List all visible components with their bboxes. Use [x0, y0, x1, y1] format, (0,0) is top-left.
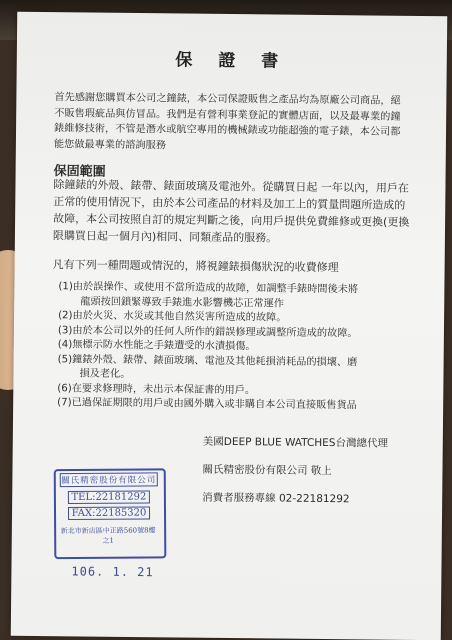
condition-line: (7)已過保証期限的用戶或由國外購入或非購自本公司直接販售貨品	[57, 397, 357, 412]
signature-company: 關氏精密股份有限公司 敬上	[202, 463, 332, 478]
condition-cont: 龍頭按回鎖緊導致手錶進水影響機芯正常運作	[80, 295, 285, 310]
stamp-tel: TEL:22181292	[68, 490, 150, 504]
signature-agent: 美國DEEP BLUE WATCHES台灣總代理	[202, 435, 389, 450]
warranty-paper	[11, 12, 448, 640]
condition-line: (5)鐘錶外殼、錶帶、錶面玻璃、電池及其他耗損消耗品的損壞、磨	[57, 353, 358, 368]
warranty-heading: 保固範圍	[53, 164, 106, 180]
stamp-fax: FAX:22185320	[68, 506, 150, 520]
signature-hotline: 消費者服務專線 02-22181292	[202, 491, 350, 506]
stamp-address: 新北市新店區中正路560號8樓之1	[60, 526, 156, 545]
condition-line: (1)由於誤操作、或使用不當所造成的故障，如調整手錶時間後未將	[58, 281, 359, 296]
document-title: 保 證 書	[175, 50, 289, 72]
list-item	[57, 353, 397, 386]
list-item	[58, 280, 398, 313]
conditions-intro: 凡有下列一種問題或情況的，將視鐘錶損傷狀況的收費修理	[52, 258, 339, 275]
stamp-name: 關氏精密股份有限公司	[60, 472, 158, 487]
condition-cont: 損及老化。	[79, 368, 131, 380]
company-stamp	[54, 468, 167, 559]
condition-line: (3)由於本公司以外的任何人所作的錯誤修理或調整所造成的故障。	[57, 324, 358, 339]
conditions-list	[57, 280, 398, 414]
intro-paragraph: 首先感謝您購買本公司之鐘錶，本公司保證販售之產品均為原廠公司商品，絕不販售瑕疵品與仿冒品。我們是有營利事業登記的實體店面，以及最專業的鐘錶維修技術，不管是潛水或航空專用的機械錶或功能超強的電子錶，本公司都能您做最專業的諮詢服務	[53, 92, 401, 151]
issue-date: 106. 1. 21	[71, 564, 154, 580]
warranty-paragraph: 除鐘錶的外殼、錶帶、錶面玻璃及電池外。從購買日起 一年以內，用戶在正常的使用情況下，由於本公司產品的材料及加工上的質量問題所造成的故障，本公司按照自訂的規定判斷之後，向用戶提供免費維修或更換(更換限購買日起一個月內)相同、同類產品的服務。	[52, 178, 410, 245]
condition-line: (4)無標示防水性能之手錶遭受的水漬損傷。	[57, 339, 256, 353]
condition-line: (6)在要求修理時，未出示本保証書的用戶。	[57, 382, 256, 396]
list-item	[57, 396, 397, 414]
condition-line: (2)由於火災、水災或其他自然災害所造成的故障。	[58, 310, 287, 324]
